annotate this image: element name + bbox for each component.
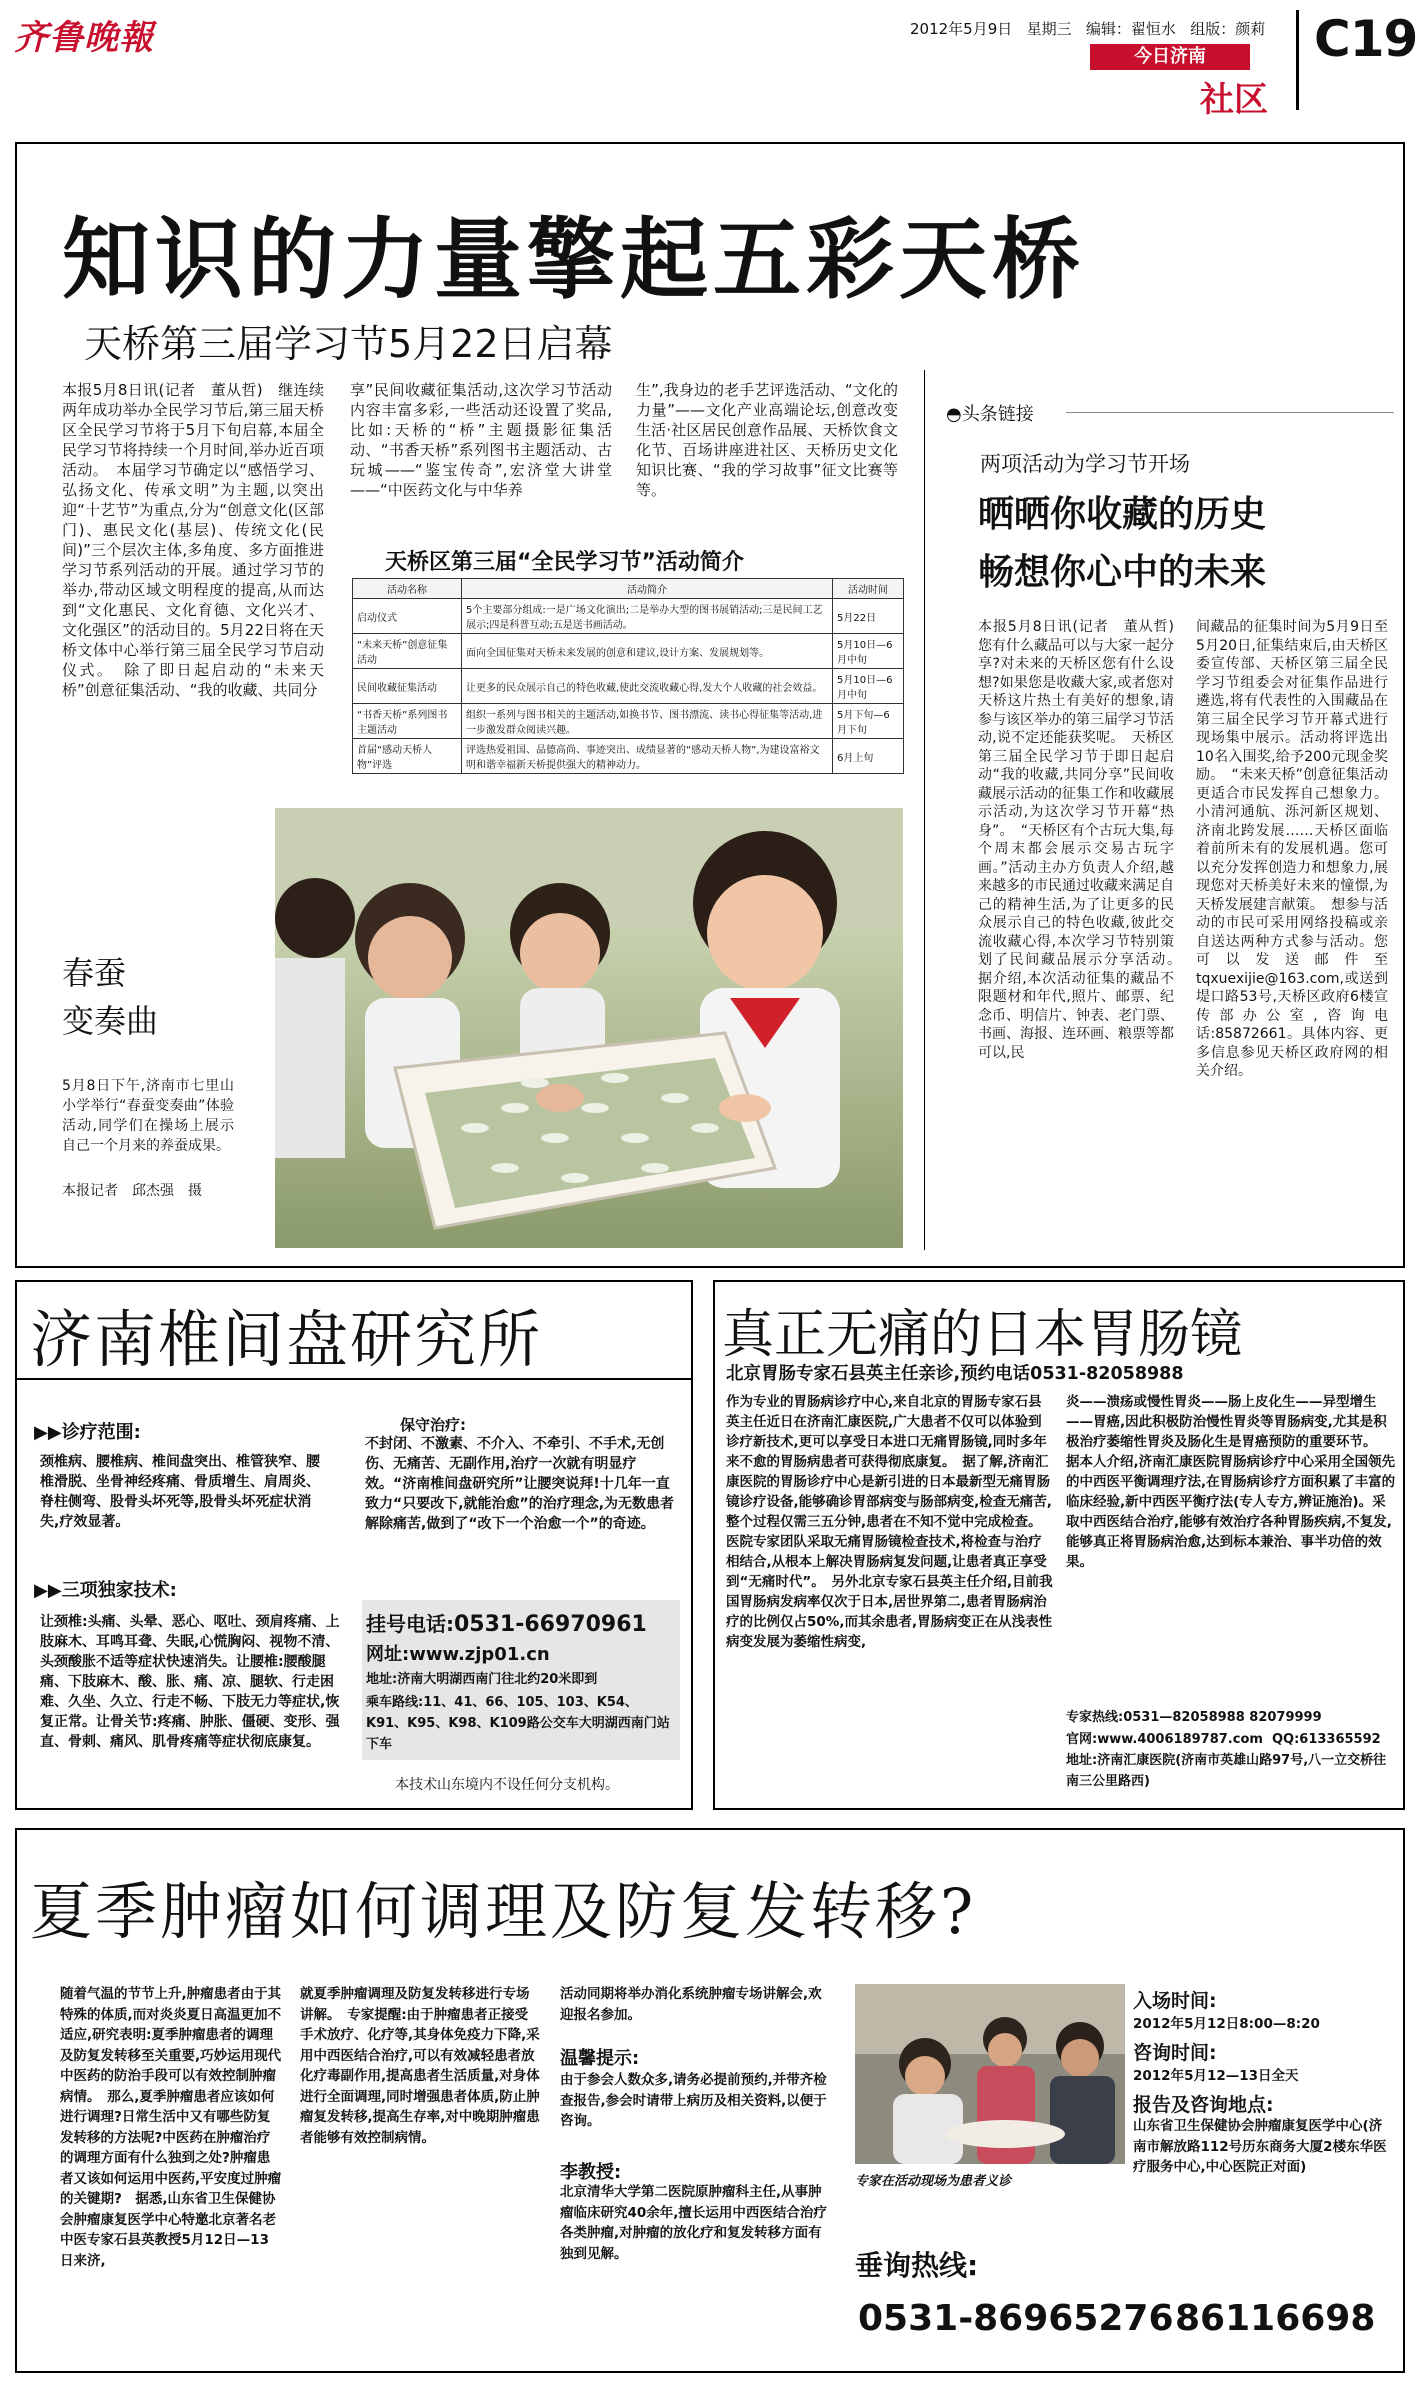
table-cell: “未来天桥”创意征集活动 — [353, 634, 462, 669]
consult-time-label: 咨询时间: — [1133, 2042, 1217, 2064]
section-heading — [34, 1418, 141, 1444]
gastro-address: 地址:济南汇康医院(济南市英雄山路97号,八一立交桥往南三公里路西) — [1066, 1753, 1387, 1789]
sidebar-col2: 间藏品的征集时间为5月9日至5月20日,征集结束后,由天桥区委宣传部、天桥区第三届全民学习节组委会对征集作品进行遴选,将有代表性的入围藏品在第三届全民学习节开幕式进行现场集中展示。活动将评选出10名入围奖,给予200元现金奖励。 “未来天桥”创意征集活动更适合市民发挥自己想象力。小清河通航、泺河新区规划、济南北跨发展……天桥区面临着前所未有的发展机遇。您可以充分发挥创造力和想象力,展现您对天桥美好未来的憧憬,为天桥发展建言献策。 想参与活动的市民可采用网络投稿或亲自送达两种方式参与活动。您可以发送邮件至tqxuexijie@163.com,或送到堤口路53号,天桥区政府6楼宣传部办公室,咨询电话:85872661。具体内容、更多信息参见天桥区政府网的相关介绍。 — [1196, 619, 1388, 1079]
spine-address: 地址:济南大明湖西南门往北约20米即到 — [366, 1672, 598, 1687]
table-cell: 组织一系列与图书相关的主题活动,如换书节、图书漂流、读书心得征集等活动,进一步激发群众阅读兴趣。 — [462, 704, 833, 739]
table-cell: 评选热爱祖国、品德高尚、事迹突出、成绩显著的“感动天桥人物”,为建设富裕文明和谐幸福新天桥提供强大的精神动力。 — [462, 739, 833, 774]
main-col2: 享”民间收藏征集活动,这次学习节活动内容丰富多彩,一些活动还设置了奖品,比如:天桥的“桥”主题摄影征集活动、“书香天桥”系列图书主题活动、古玩城——“鉴宝传奇”,宏济堂大讲堂——“中医药文化与中华养 — [350, 381, 612, 499]
table-cell: 民间收藏征集活动 — [353, 669, 462, 704]
website-url: www.zjp01.cn — [409, 1644, 550, 1665]
sidebar-col1: 本报5月8日讯(记者 董从哲) 您有什么藏品可以与大家一起分享?对未来的天桥区您有什么设想?如果您是收藏大家,或者您对天桥这片热土有美好的想象,请参与该区举办的第三届学习节活动,说不定还能获奖呢。 天桥区第三届全民学习节于即日起启动“我的收藏,共同分享”民间收藏展示活动的征集工作和收藏展示活动,为这次学习节开幕“热身”。 “天桥区有个古玩大集,每个周末都会展示交易古玩字画。”活动主办方负责人介绍,越来越多的市民通过收藏来满足自己的精神生活,为了让更多的民众展示自己的特色收藏,彼此交流收藏心得,本次学习节特别策划了民间藏品展示分享活动。 据介绍,本次活动征集的藏品不限题材和年代,照片、邮票、纪念币、明信片、钟表、老门票、书画、海报、连环画、粮票等都可以,民 — [978, 619, 1188, 1061]
date: 2012年5月9日 — [910, 20, 1013, 38]
spine-ad-text1: 颈椎病、腰椎病、椎间盘突出、椎管狭窄、腰椎滑脱、坐骨神经疼痛、骨质增生、肩周炎、脊柱侧弯、股骨头坏死等,股骨头坏死症状消失,疗效显著。 — [40, 1454, 320, 1530]
photo-title-line1: 春蚕 — [62, 954, 127, 992]
qq-number: QQ:613365592 — [1271, 1732, 1381, 1747]
main-headline: 知识的力量擎起五彩天桥 — [62, 208, 1086, 311]
gastro-ad-text2: 炎——溃疡或慢性胃炎——肠上皮化生——异型增生——胃癌,因此积极防治慢性胃炎等胃肠病变,尤其是积极治疗萎缩性胃炎及肠化生是胃癌预防的重要环节。 据本人介绍,济南汇康医院胃肠病诊疗中心采用全国领先的中西医平衡调理疗法,在胃肠病诊疗方面积累了丰富的临床经验,新中西医平衡疗法(专人专方,辨证施治)。采取中西医结合治疗,能够有效治疗各种胃肠疾病,不复发,能够真正将胃肠病治愈,达到标本兼治、事半功倍的效果。 — [1066, 1394, 1396, 1570]
table-cell: 5月10日—6月中旬 — [833, 669, 904, 704]
gastro-hotline — [1066, 1706, 1322, 1725]
bullet-icon: ◓ — [946, 404, 962, 425]
photo-caption: 5月8日下午,济南市七里山小学举行“春蚕变奏曲”体验活动,同学们在操场上展示自己一个月来的养蚕成果。 — [62, 1078, 234, 1154]
table-cell: 启动仪式 — [353, 599, 462, 634]
gastro-ad-title: 真正无痛的日本胃肠镜 — [722, 1305, 1243, 1365]
table-header: 活动简介 — [462, 579, 833, 599]
sidebar-divider — [924, 370, 925, 1250]
gastro-website — [1066, 1728, 1381, 1747]
table-cell: 5月下旬—6月下旬 — [833, 704, 904, 739]
table-row — [353, 739, 904, 774]
section-name: 社区 — [1200, 80, 1268, 120]
kicker-text: 头条链接 — [961, 404, 1034, 425]
editor-credit: 编辑：翟恒水 — [1085, 20, 1176, 38]
arrow-icon: ▶▶ — [34, 1580, 62, 1601]
activity-table — [352, 578, 904, 774]
table-row — [353, 599, 904, 634]
main-col3: 生”,我身边的老手艺评选活动、“文化的力量”——文化产业高端论坛,创意改变生活·社区居民创意作品展、天桥饮食文化节、百场讲座进社区、天桥历史文化知识比赛、“我的学习故事”征文比赛等等。 — [636, 381, 898, 499]
table-header: 活动名称 — [353, 579, 462, 599]
table-cell: 6月上旬 — [833, 739, 904, 774]
hotline-label: 专家热线: — [1066, 1710, 1124, 1725]
spine-ad-title: 济南椎间盘研究所 — [30, 1303, 543, 1376]
sidebar-headline-1: 晒晒你收藏的历史 — [978, 494, 1267, 535]
consultation-image — [855, 1984, 1125, 2164]
spine-disclaimer: 本技术山东境内不设任何分支机构。 — [395, 1777, 619, 1793]
consultation-photo — [855, 1984, 1125, 2164]
masthead-divider — [1296, 10, 1299, 110]
section-tag: 今日济南 — [1090, 44, 1250, 70]
hotline-number: 0531-66970961 — [454, 1612, 647, 1637]
issue-date — [910, 18, 1265, 39]
tumor-phone-1: 0531-86965276 — [858, 2298, 1174, 2339]
tumor-phone-2: 86116698 — [1175, 2298, 1376, 2339]
spine-ad-rule — [15, 1378, 693, 1380]
tumor-ad-col3: 活动同期将举办消化系统肿瘤专场讲解会,欢迎报名参加。 — [560, 1986, 822, 2023]
table-cell: “书香天桥”系列图书主题活动 — [353, 704, 462, 739]
tumor-expert: 北京清华大学第二医院原肿瘤科主任,从事肿瘤临床研究40余年,擅长运用中西医结合治疗各类肿瘤,对肿瘤的放化疗和复发转移方面有独到见解。 — [560, 2184, 827, 2262]
photo-credit: 本报记者 邱杰强 摄 — [62, 1183, 202, 1199]
gastro-ad-subtitle: 北京胃肠专家石县英主任亲诊,预约电话0531-82058988 — [726, 1364, 1184, 1384]
sidebar-headline-2: 畅想你心中的未来 — [978, 552, 1267, 593]
photo-caption: 专家在活动现场为患者义诊 — [855, 2174, 1012, 2189]
tip-label: 温馨提示: — [560, 2048, 640, 2069]
table-title: 天桥区第三届“全民学习节”活动简介 — [385, 550, 744, 575]
spine-bus: 乘车路线:11、41、66、105、103、K54、K91、K95、K98、K109路公交车大明湖西南门站下车 — [366, 1695, 670, 1752]
section-label: 三项独家技术: — [61, 1580, 177, 1601]
table-cell: 5个主要部分组成:一是广场文化演出;二是举办大型的图书展销活动;三是民间工艺展示;四是科普互动;五是送书画活动。 — [462, 599, 833, 634]
website-label: 官网: — [1066, 1732, 1098, 1747]
website-url: www.4006189787.com — [1097, 1732, 1263, 1747]
tumor-ad-col1: 随着气温的节节上升,肿瘤患者由于其特殊的体质,而对炎炎夏日高温更加不适应,研究表明:夏季肿瘤患者的调理及防复发转移至关重要,巧妙运用现代中医药的防治手段可以有效控制肿瘤病情。 那么,夏季肿瘤患者应该如何进行调理?日常生活中又有哪些防复发转移的方法呢?中医药在肿瘤治疗的调理方面有什么独到之处?肿瘤患者又该如何运用中医药,平安度过肿瘤的关键期? 据悉,山东省卫生保健协会肿瘤康复医学中心特邀北京著名老中医专家石县英教授5月12日—13日来济, — [60, 1986, 282, 2269]
expert-label: 李教授: — [560, 2162, 622, 2183]
main-col1: 本报5月8日讯(记者 董从哲) 继连续两年成功举办全民学习节后,第三届天桥区全民学习节将于5月下旬启幕,本届全民学习节将持续一个月时间,举办近百项活动。 本届学习节确定以“感悟学习、弘扬文化、传承文明”为主题,以突出迎“十艺节”为重点,分为“创意文化(区部门)、惠民文化(基层)、传统文化(民间)”三个层次主体,多角度、多方面推进学习节系列活动的开展。通过学习节的举办,带动区域文明程度的提高,从而达到“文化惠民、文化育德、文化兴才、文化强区”的活动目的。5月22日将在天桥文体中心举行第三届全民学习节启动仪式。 除了即日起启动的“未来天桥”创意征集活动、“我的收藏、共同分 — [62, 381, 324, 699]
conservative-label: 保守治疗: — [400, 1416, 466, 1434]
table-cell: 首届“感动天桥人物”评选 — [353, 739, 462, 774]
kicker-rule — [1066, 412, 1394, 413]
children-with-silkworms-image — [275, 808, 903, 1248]
sidebar-deck: 两项活动为学习节开场 — [980, 452, 1190, 476]
page-number: C19 — [1314, 10, 1417, 68]
weekday: 星期三 — [1026, 20, 1072, 38]
place-text: 山东省卫生保健协会肿瘤康复医学中心(济南市解放路112号历东商务大厦2楼东华医疗服务中心,中心医院正对面) — [1133, 2118, 1387, 2175]
newspaper-logo: 齐鲁晚報 — [14, 18, 154, 58]
consult-time: 2012年5月12—13日全天 — [1133, 2068, 1299, 2084]
photo-title-line2: 变奏曲 — [62, 1002, 159, 1040]
entry-time-label: 入场时间: — [1133, 1990, 1217, 2012]
table-cell: 5月10日—6月中旬 — [833, 634, 904, 669]
gastro-ad-text1: 作为专业的胃肠病诊疗中心,来自北京的胃肠专家石县英主任近日在济南汇康医院,广大患者不仅可以体验到诊疗新技术,更可以享受日本进口无痛胃肠镜,同时多年来不愈的胃肠病患者可获得彻底康复。 据了解,济南汇康医院的胃肠诊疗中心是新引进的日本最新型无痛胃肠镜诊疗设备,能够确诊胃部病变与肠部病变,检查无痛苦,整个过程仅需三五分钟,患者在不知不觉中完成检查。医院专家团队采取无痛胃肠镜检查技术,将检查与治疗相结合,从根本上解决胃肠病复发问题,让患者真正享受到“无痛时代”。 另外北京专家石县英主任介绍,目前我国胃肠病发病率仅次于日本,居世界第二,患者胃肠病治疗的比例仅占50%,而其余患者,胃肠病变正在从浅表性病变发展为萎缩性病变, — [726, 1394, 1053, 1650]
tumor-ad-col2: 就夏季肿瘤调理及防复发转移进行专场讲解。 专家提醒:由于肿瘤患者正接受手术放疗、化疗等,其身体免疫力下降,采用中西医结合治疗,可以有效减轻患者放化疗毒副作用,提高患者生活质量,对身体进行全面调理,同时增强患者体质,防止肿瘤复发转移,提高生存率,对中晚期肿瘤患者能够有效控制病情。 — [300, 1986, 540, 2146]
tumor-ad-title: 夏季肿瘤如何调理及防复发转移? — [30, 1875, 977, 1948]
spine-ad-text3: 不封闭、不激素、不介入、不牵引、不手术,无创伤、无痛苦、无副作用,治疗一次就有明显疗效。“济南椎间盘研究所”让腰突说拜!十几年一直致力“只要改下,就能治愈”的治疗理念,为无数患者解除痛苦,做到了“改下一个治愈一个”的奇迹。 — [365, 1436, 675, 1532]
spine-ad-text2: 让颈椎:头痛、头晕、恶心、呕吐、颈肩疼痛、上肢麻木、耳鸣耳聋、失眠,心慌胸闷、视物不清、头颈酸胀不适等症状快速消失。让腰椎:腰酸腿痛、下肢麻木、酸、胀、痛、凉、腿软、行走困难、久坐、久立、行走不畅、下肢无力等症状,恢复正常。让骨关节:疼痛、肿胀、僵硬、变形、强直、骨刺、痛风、肌骨疼痛等症状彻底康复。 — [40, 1614, 340, 1750]
table-header: 活动时间 — [833, 579, 904, 599]
table-cell: 5月22日 — [833, 599, 904, 634]
tumor-hotline-label: 垂询热线: — [855, 2249, 979, 2282]
arrow-icon: ▶▶ — [34, 1422, 62, 1443]
table-cell: 面向全国征集对天桥未来发展的创意和建议,设计方案、发展规划等。 — [462, 634, 833, 669]
hotline-number: 0531—82058988 82079999 — [1123, 1710, 1322, 1725]
spine-website — [366, 1640, 550, 1666]
website-label: 网址: — [366, 1644, 410, 1665]
silkworm-photo — [275, 808, 903, 1248]
spine-hotline — [366, 1608, 647, 1637]
table-row — [353, 669, 904, 704]
sidebar-kicker — [946, 400, 1034, 426]
table-cell: 让更多的民众展示自己的特色收藏,使此交流收藏心得,发大个人收藏的社会效益。 — [462, 669, 833, 704]
section-label: 诊疗范围: — [61, 1422, 141, 1443]
section-heading — [34, 1576, 177, 1602]
table-row — [353, 634, 904, 669]
layout-credit: 组版：颜莉 — [1190, 20, 1266, 38]
entry-time: 2012年5月12日8:00—8:20 — [1133, 2016, 1320, 2032]
place-label: 报告及咨询地点: — [1133, 2094, 1274, 2116]
tumor-tip: 由于参会人数众多,请务必提前预约,并带齐检查报告,参会时请带上病历及相关资料,以便于咨询。 — [560, 2072, 827, 2129]
main-subhead: 天桥第三届学习节5月22日启幕 — [84, 322, 613, 366]
hotline-label: 挂号电话: — [366, 1612, 454, 1636]
table-row — [353, 704, 904, 739]
